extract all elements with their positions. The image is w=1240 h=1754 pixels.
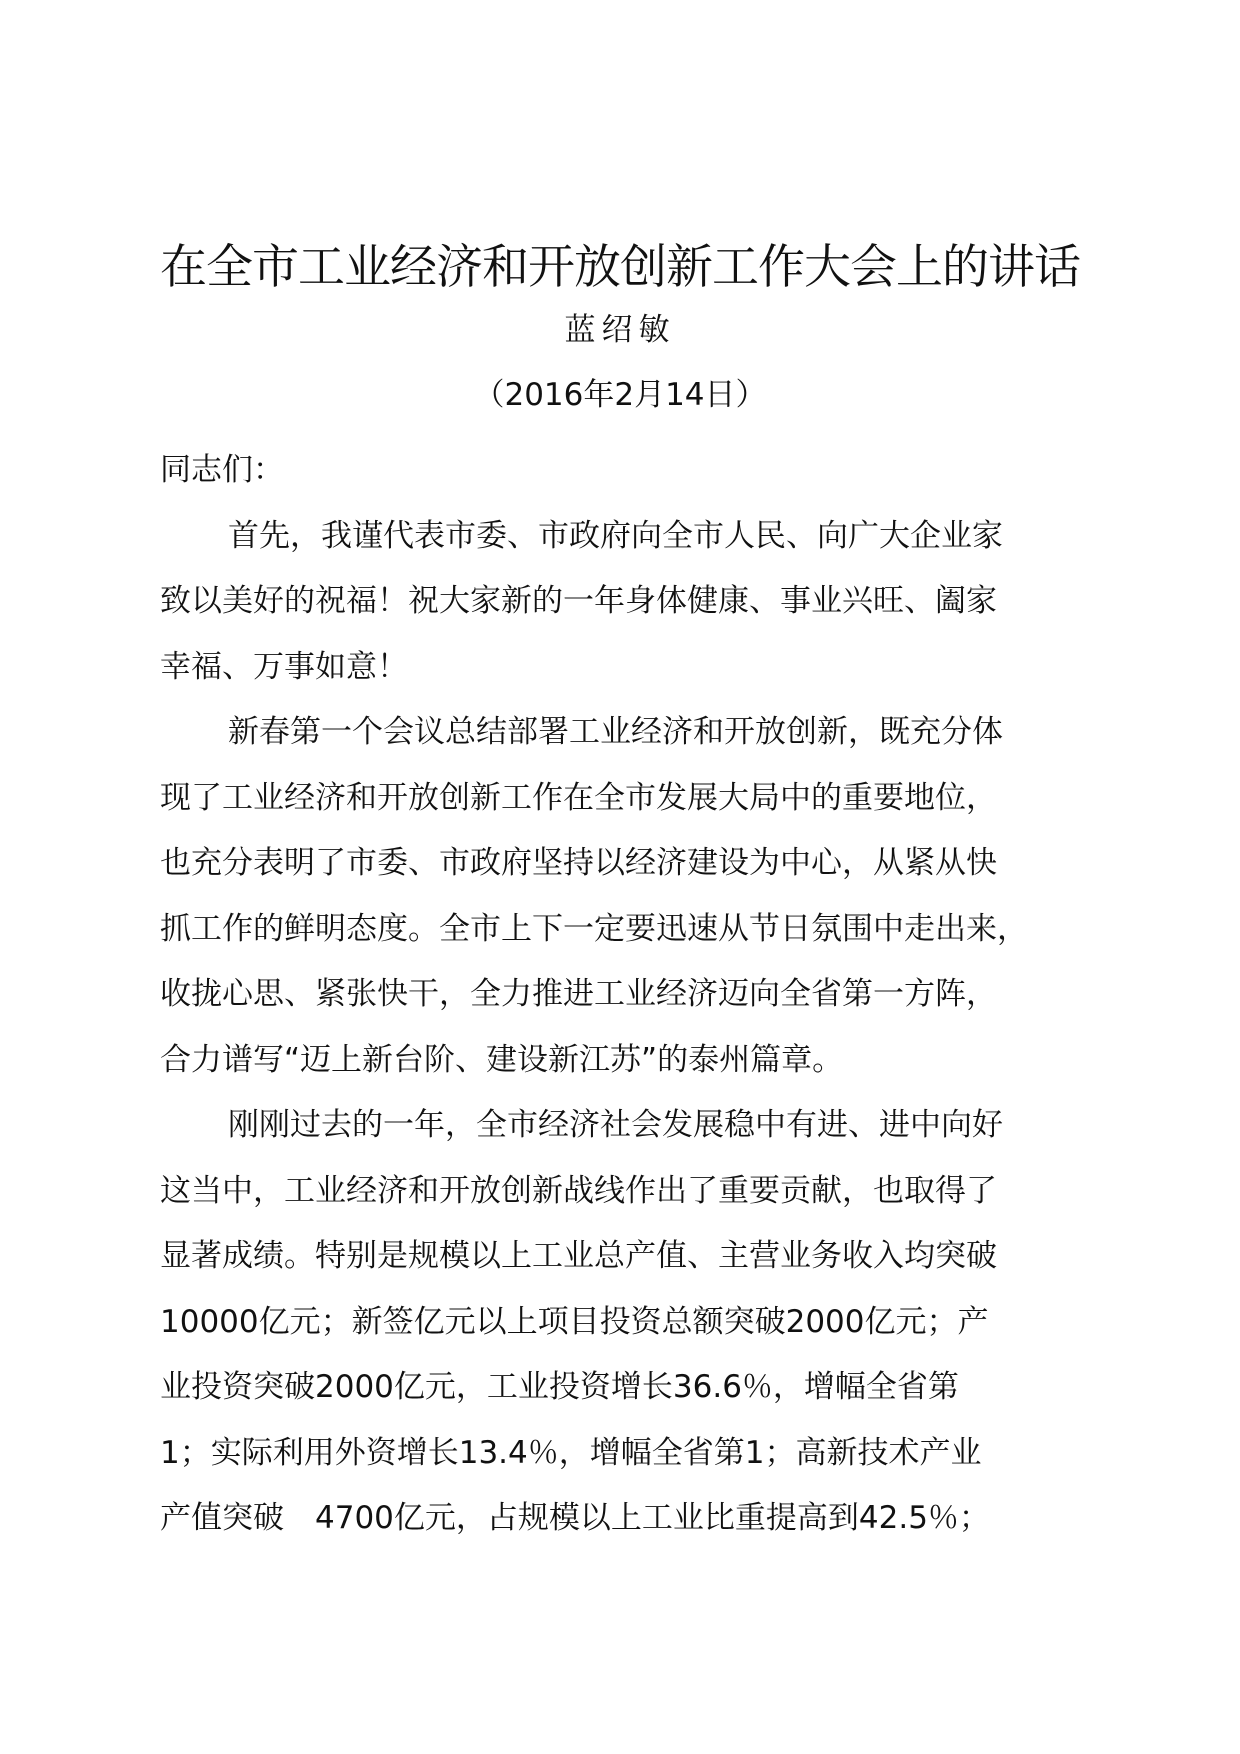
document-title: 在全市工业经济和开放创新工作大会上的讲话 bbox=[160, 240, 1080, 295]
speech-date: （2016年2月14日） bbox=[473, 377, 767, 413]
body-line: 也充分表明了市委、市政府坚持以经济建设为中心，从紧从快 bbox=[160, 845, 997, 881]
body-line: 显著成绩。特别是规模以上工业总产值、主营业务收入均突破 bbox=[160, 1238, 997, 1274]
body-line: 10000亿元；新签亿元以上项目投资总额突破2000亿元；产 bbox=[160, 1303, 989, 1340]
body-line: 抓工作的鲜明态度。全市上下一定要迅速从节日氛围中走出来， bbox=[160, 910, 1028, 947]
body-line: 致以美好的祝福！祝大家新的一年身体健康、事业兴旺、阖家 bbox=[160, 583, 997, 619]
body-line: 1；实际利用外资增长13.4％，增幅全省第1；高新技术产业 bbox=[160, 1434, 982, 1471]
body-line: 收拢心思、紧张快干，全力推进工业经济迈向全省第一方阵， bbox=[160, 976, 997, 1012]
body-line: 现了工业经济和开放创新工作在全市发展大局中的重要地位， bbox=[160, 779, 997, 816]
body-line: 合力谱写“迈上新台阶、建设新江苏”的泰州篇章。 bbox=[160, 1041, 844, 1078]
body-line: 刚刚过去的一年，全市经济社会发展稳中有进、进中向好 bbox=[228, 1107, 1003, 1143]
body-line: 幸福、万事如意！ bbox=[160, 648, 408, 685]
author-name: 蓝绍敏 bbox=[564, 312, 676, 348]
body-line: 首先，我谨代表市委、市政府向全市人民、向广大企业家 bbox=[228, 517, 1003, 554]
greeting-line: 同志们： bbox=[160, 452, 284, 488]
body-line: 这当中，工业经济和开放创新战线作出了重要贡献，也取得了 bbox=[160, 1172, 997, 1209]
speech-body bbox=[160, 438, 1090, 1552]
body-line: 新春第一个会议总结部署工业经济和开放创新，既充分体 bbox=[228, 714, 1003, 750]
body-line: 业投资突破2000亿元，工业投资增长36.6％，增幅全省第 bbox=[160, 1369, 959, 1405]
body-line: 产值突破 4700亿元，占规模以上工业比重提高到42.5％； bbox=[160, 1500, 990, 1536]
